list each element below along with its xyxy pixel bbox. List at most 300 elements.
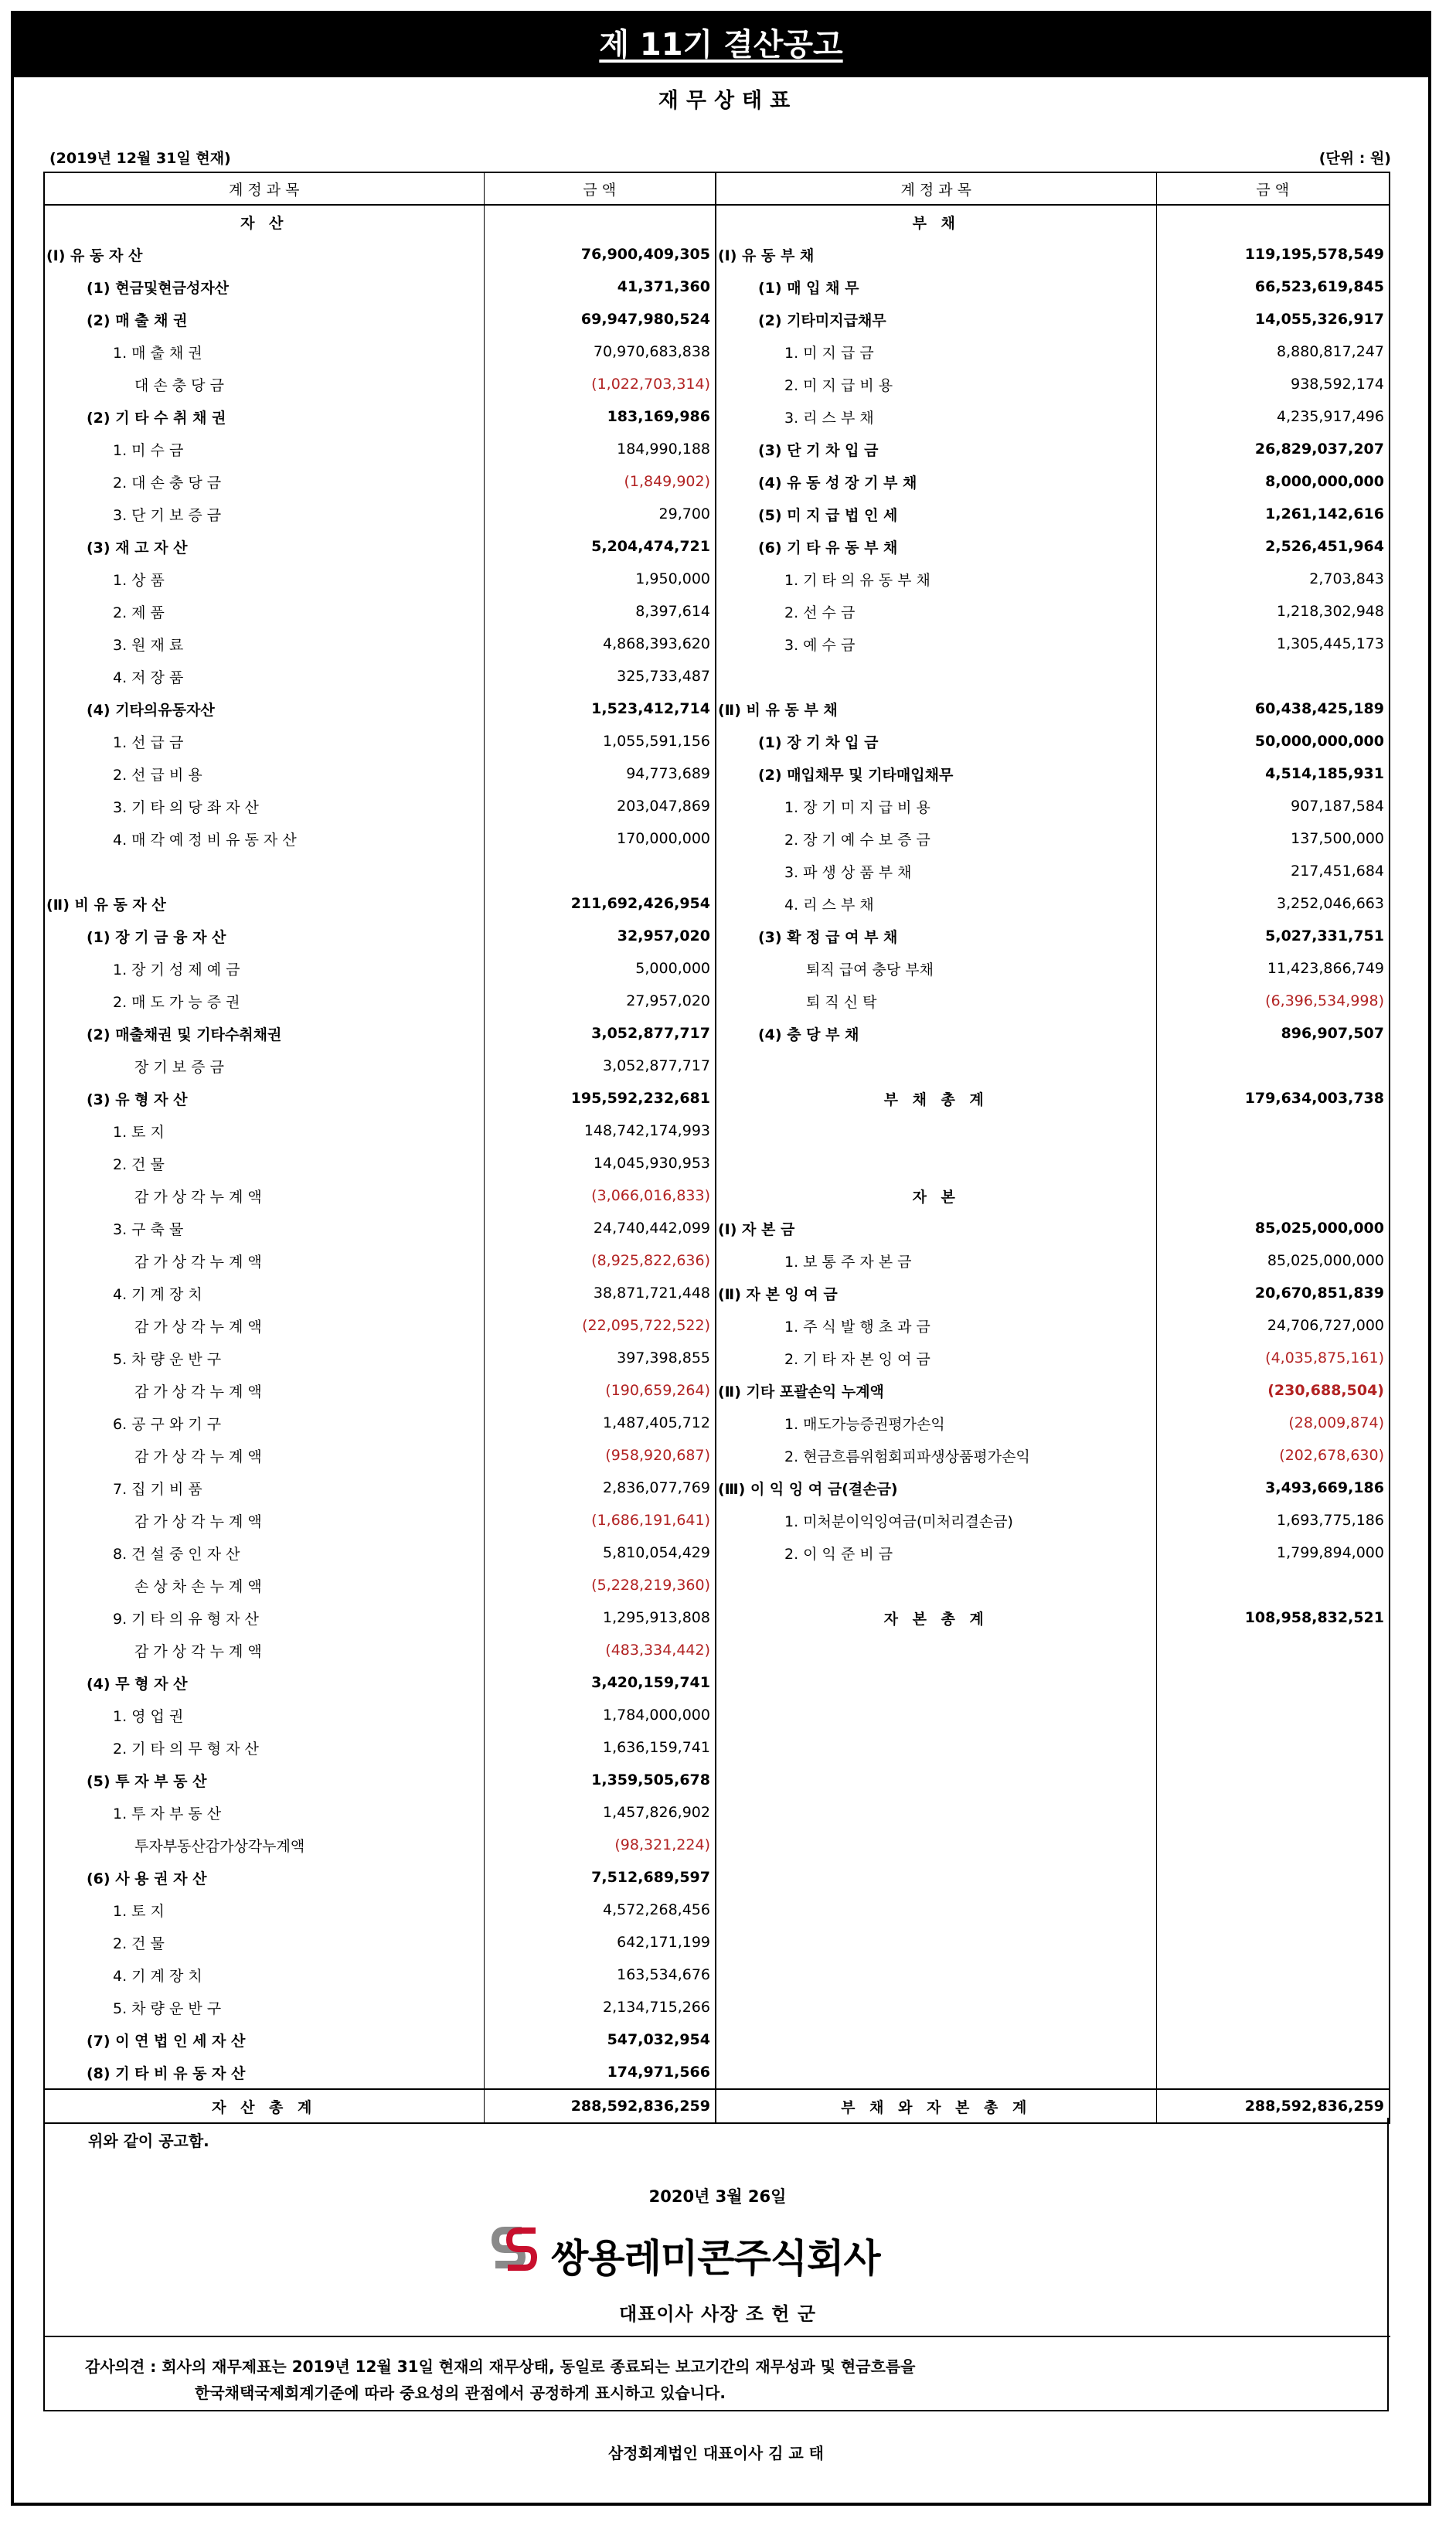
account-cell: 투자부동산감가상각누계액	[44, 1829, 484, 1861]
account-cell: 부 채 총 계	[716, 1082, 1156, 1115]
account-cell	[716, 1569, 1156, 1601]
amount-cell: 163,534,676	[484, 1959, 716, 1991]
account-cell: 1. 장 기 성 제 예 금	[44, 952, 484, 985]
amount-cell: 1,359,505,678	[484, 1764, 716, 1796]
total-label: 자 산 총 계	[44, 2089, 484, 2123]
table-row	[44, 920, 1390, 952]
amount-cell	[1156, 1179, 1390, 1212]
amount-cell: 1,487,405,712	[484, 1407, 716, 1439]
account-cell: (5) 미 지 급 법 인 세	[716, 498, 1156, 530]
table-row	[44, 952, 1390, 985]
table-row	[44, 1569, 1390, 1601]
auditor-signature: 삼정회계법인 대표이사 김 교 태	[607, 2444, 824, 2462]
account-cell: 4. 기 계 장 치	[44, 1277, 484, 1309]
table-row	[44, 790, 1390, 822]
account-cell: 3. 원 재 료	[44, 628, 484, 660]
amount-cell	[1156, 1926, 1390, 1959]
amount-cell: 108,958,832,521	[1156, 1601, 1390, 1634]
amount-cell	[1156, 1050, 1390, 1082]
amount-cell: (6,396,534,998)	[1156, 985, 1390, 1017]
table-row	[44, 303, 1390, 335]
amount-cell: (1,849,902)	[484, 465, 716, 498]
table-row	[44, 1634, 1390, 1666]
table-row	[44, 1212, 1390, 1244]
account-cell: (5) 투 자 부 동 산	[44, 1764, 484, 1796]
amount-cell	[484, 855, 716, 887]
table-row	[44, 433, 1390, 465]
amount-cell: 137,500,000	[1156, 822, 1390, 855]
table-body	[44, 205, 1390, 2123]
amount-cell: (958,920,687)	[484, 1439, 716, 1472]
amount-cell: 24,740,442,099	[484, 1212, 716, 1244]
account-cell: (1) 현금및현금성자산	[44, 271, 484, 303]
table-row	[44, 1537, 1390, 1569]
account-cell: 자 산	[44, 205, 484, 238]
amount-cell: 4,572,268,456	[484, 1894, 716, 1926]
account-cell: (3) 재 고 자 산	[44, 530, 484, 563]
account-cell: (2) 기 타 수 취 채 권	[44, 400, 484, 433]
account-cell: (2) 매 출 채 권	[44, 303, 484, 335]
table-row	[44, 1504, 1390, 1537]
amount-cell: 14,055,326,917	[1156, 303, 1390, 335]
amount-cell: 41,371,360	[484, 271, 716, 303]
table-row	[44, 628, 1390, 660]
account-cell: 1. 매도가능증권평가손익	[716, 1407, 1156, 1439]
amount-cell	[1156, 1829, 1390, 1861]
amount-cell: 174,971,566	[484, 2056, 716, 2089]
audit-opinion	[45, 2336, 1390, 2411]
amount-cell: (230,688,504)	[1156, 1374, 1390, 1407]
account-cell: 감 가 상 각 누 계 액	[44, 1179, 484, 1212]
amount-cell: 8,000,000,000	[1156, 465, 1390, 498]
table-row	[44, 563, 1390, 595]
account-cell	[716, 1050, 1156, 1082]
account-cell: 대 손 충 당 금	[44, 368, 484, 400]
amount-cell: 70,970,683,838	[484, 335, 716, 368]
account-cell: 9. 기 타 의 유 형 자 산	[44, 1601, 484, 1634]
table-row	[44, 595, 1390, 628]
amount-cell: 1,636,159,741	[484, 1731, 716, 1764]
amount-cell: 8,880,817,247	[1156, 335, 1390, 368]
amount-cell: 195,592,232,681	[484, 1082, 716, 1115]
table-header-row	[44, 172, 1390, 205]
account-cell: 3. 기 타 의 당 좌 자 산	[44, 790, 484, 822]
account-cell: 1. 투 자 부 동 산	[44, 1796, 484, 1829]
account-cell: 3. 구 축 물	[44, 1212, 484, 1244]
account-cell	[716, 1796, 1156, 1829]
account-cell: (7) 이 연 법 인 세 자 산	[44, 2023, 484, 2056]
notice-footer	[43, 2118, 1389, 2411]
account-cell	[716, 1634, 1156, 1666]
account-cell: (3) 확 정 급 여 부 채	[716, 920, 1156, 952]
account-cell: 1. 선 급 금	[44, 725, 484, 757]
account-cell: 2. 대 손 충 당 금	[44, 465, 484, 498]
account-cell: (Ⅰ) 유 동 자 산	[44, 238, 484, 271]
amount-cell	[1156, 1894, 1390, 1926]
table-row	[44, 1017, 1390, 1050]
account-cell: 2. 제 품	[44, 595, 484, 628]
account-cell: (Ⅱ) 비 유 동 부 채	[716, 693, 1156, 725]
table-row	[44, 238, 1390, 271]
amount-cell: 1,457,826,902	[484, 1796, 716, 1829]
publication-date: 2020년 3월 26일	[648, 2187, 787, 2206]
account-cell: 1. 보 통 주 자 본 금	[716, 1244, 1156, 1277]
table-row	[44, 465, 1390, 498]
amount-cell	[1156, 660, 1390, 693]
amount-cell: 642,171,199	[484, 1926, 716, 1959]
account-cell: (Ⅱ) 자 본 잉 여 금	[716, 1277, 1156, 1309]
amount-cell: (483,334,442)	[484, 1634, 716, 1666]
amount-cell: 1,523,412,714	[484, 693, 716, 725]
amount-cell: 1,295,913,808	[484, 1601, 716, 1634]
amount-cell: 32,957,020	[484, 920, 716, 952]
account-cell: (4) 무 형 자 산	[44, 1666, 484, 1699]
account-cell	[716, 2056, 1156, 2089]
amount-cell	[1156, 1634, 1390, 1666]
table-row	[44, 822, 1390, 855]
as-of-date: (2019년 12월 31일 현재)	[49, 150, 231, 167]
amount-cell: 1,261,142,616	[1156, 498, 1390, 530]
account-cell	[716, 1829, 1156, 1861]
table-row	[44, 1829, 1390, 1861]
amount-cell: 119,195,578,549	[1156, 238, 1390, 271]
amount-cell: (190,659,264)	[484, 1374, 716, 1407]
amount-cell: (8,925,822,636)	[484, 1244, 716, 1277]
account-cell: 부 채	[716, 205, 1156, 238]
table-row	[44, 1666, 1390, 1699]
amount-cell: (28,009,874)	[1156, 1407, 1390, 1439]
table-row	[44, 1959, 1390, 1991]
table-row	[44, 1342, 1390, 1374]
amount-cell: 94,773,689	[484, 757, 716, 790]
account-cell: 자 본 총 계	[716, 1601, 1156, 1634]
amount-cell	[1156, 2056, 1390, 2089]
table-row	[44, 1699, 1390, 1731]
account-cell: (1) 매 입 채 무	[716, 271, 1156, 303]
account-cell	[716, 1894, 1156, 1926]
amount-cell: 1,693,775,186	[1156, 1504, 1390, 1537]
account-cell: (1) 장 기 금 융 자 산	[44, 920, 484, 952]
account-cell: 감 가 상 각 누 계 액	[44, 1309, 484, 1342]
account-cell: 3. 단 기 보 증 금	[44, 498, 484, 530]
account-cell	[716, 1861, 1156, 1894]
account-cell: 감 가 상 각 누 계 액	[44, 1439, 484, 1472]
audit-opinion-line2: 한국채택국제회계기준에 따라 중요성의 관점에서 공정하게 표시하고 있습니다.	[195, 2384, 726, 2402]
amount-cell: (4,035,875,161)	[1156, 1342, 1390, 1374]
amount-cell: 938,592,174	[1156, 368, 1390, 400]
table-row	[44, 368, 1390, 400]
account-cell: (Ⅰ) 유 동 부 채	[716, 238, 1156, 271]
amount-cell	[1156, 1959, 1390, 1991]
amount-cell: 2,836,077,769	[484, 1472, 716, 1504]
account-cell	[716, 1991, 1156, 2023]
account-cell: (6) 사 용 권 자 산	[44, 1861, 484, 1894]
account-cell: 3. 리 스 부 채	[716, 400, 1156, 433]
amount-cell: 5,810,054,429	[484, 1537, 716, 1569]
account-cell: 2. 건 물	[44, 1147, 484, 1179]
amount-cell: 4,514,185,931	[1156, 757, 1390, 790]
table-row	[44, 1244, 1390, 1277]
account-cell	[716, 1764, 1156, 1796]
amount-cell: 217,451,684	[1156, 855, 1390, 887]
account-cell: 7. 집 기 비 품	[44, 1472, 484, 1504]
amount-cell: 27,957,020	[484, 985, 716, 1017]
account-cell: 4. 저 장 품	[44, 660, 484, 693]
amount-cell	[1156, 1699, 1390, 1731]
amount-cell: 76,900,409,305	[484, 238, 716, 271]
amount-cell: 907,187,584	[1156, 790, 1390, 822]
table-row	[44, 887, 1390, 920]
table-row	[44, 2023, 1390, 2056]
account-header-left: 계 정 과 목	[44, 172, 484, 205]
amount-cell: 170,000,000	[484, 822, 716, 855]
amount-cell: 4,868,393,620	[484, 628, 716, 660]
account-cell: (4) 기타의유동자산	[44, 693, 484, 725]
table-row	[44, 985, 1390, 1017]
amount-cell: 7,512,689,597	[484, 1861, 716, 1894]
table-row	[44, 660, 1390, 693]
account-cell: (4) 충 당 부 채	[716, 1017, 1156, 1050]
account-cell	[716, 1115, 1156, 1147]
table-row	[44, 1991, 1390, 2023]
account-cell	[716, 1147, 1156, 1179]
amount-cell: 1,218,302,948	[1156, 595, 1390, 628]
amount-cell	[1156, 1731, 1390, 1764]
account-cell: 4. 매 각 예 정 비 유 동 자 산	[44, 822, 484, 855]
account-cell: 2. 기 타 자 본 잉 여 금	[716, 1342, 1156, 1374]
amount-cell: (1,022,703,314)	[484, 368, 716, 400]
table-row	[44, 1601, 1390, 1634]
account-cell: 2. 미 지 급 비 용	[716, 368, 1156, 400]
amount-cell	[1156, 1796, 1390, 1829]
company-logo	[491, 2226, 954, 2281]
account-cell: 2. 선 수 금	[716, 595, 1156, 628]
account-cell: 감 가 상 각 누 계 액	[44, 1244, 484, 1277]
amount-cell: 4,235,917,496	[1156, 400, 1390, 433]
amount-cell: 5,027,331,751	[1156, 920, 1390, 952]
amount-cell: 325,733,487	[484, 660, 716, 693]
account-cell	[44, 855, 484, 887]
amount-cell: 3,420,159,741	[484, 1666, 716, 1699]
account-cell: 감 가 상 각 누 계 액	[44, 1504, 484, 1537]
amount-cell: 24,706,727,000	[1156, 1309, 1390, 1342]
account-cell: 1. 상 품	[44, 563, 484, 595]
account-cell: 4. 리 스 부 채	[716, 887, 1156, 920]
table-row	[44, 1407, 1390, 1439]
amount-cell: (3,066,016,833)	[484, 1179, 716, 1212]
amount-cell	[1156, 205, 1390, 238]
account-cell: 감 가 상 각 누 계 액	[44, 1634, 484, 1666]
table-row	[44, 855, 1390, 887]
amount-cell: 26,829,037,207	[1156, 433, 1390, 465]
table-row	[44, 693, 1390, 725]
total-amount: 288,592,836,259	[484, 2089, 716, 2123]
table-row	[44, 1926, 1390, 1959]
unit-label: (단위 : 원)	[1318, 150, 1391, 167]
amount-cell: 183,169,986	[484, 400, 716, 433]
table-row	[44, 1731, 1390, 1764]
account-cell: 5. 차 량 운 반 구	[44, 1991, 484, 2023]
account-cell: 2. 이 익 준 비 금	[716, 1537, 1156, 1569]
amount-cell: 184,990,188	[484, 433, 716, 465]
amount-header-left: 금 액	[484, 172, 716, 205]
amount-cell: 1,799,894,000	[1156, 1537, 1390, 1569]
account-cell: 자 본	[716, 1179, 1156, 1212]
amount-cell: 29,700	[484, 498, 716, 530]
account-cell: (1) 장 기 차 입 금	[716, 725, 1156, 757]
notice-text: 위와 같이 공고함.	[88, 2132, 209, 2150]
table-row	[44, 1115, 1390, 1147]
account-cell: 2. 매 도 가 능 증 권	[44, 985, 484, 1017]
amount-cell: 3,052,877,717	[484, 1017, 716, 1050]
account-cell	[716, 1959, 1156, 1991]
table-row	[44, 1147, 1390, 1179]
account-cell: 2. 선 급 비 용	[44, 757, 484, 790]
account-cell: 2. 현금흐름위험회피파생상품평가손익	[716, 1439, 1156, 1472]
account-cell	[716, 1926, 1156, 1959]
amount-cell: 3,252,046,663	[1156, 887, 1390, 920]
ceo-signature: 대표이사 사장 조 헌 군	[618, 2303, 817, 2325]
table-row	[44, 1050, 1390, 1082]
amount-cell	[484, 205, 716, 238]
table-row	[44, 1861, 1390, 1894]
account-cell: 장 기 보 증 금	[44, 1050, 484, 1082]
account-cell: 감 가 상 각 누 계 액	[44, 1374, 484, 1407]
amount-cell: 38,871,721,448	[484, 1277, 716, 1309]
amount-cell: (22,095,722,522)	[484, 1309, 716, 1342]
amount-cell: 148,742,174,993	[484, 1115, 716, 1147]
account-cell: 2. 기 타 의 무 형 자 산	[44, 1731, 484, 1764]
account-cell: 4. 기 계 장 치	[44, 1959, 484, 1991]
amount-cell	[1156, 1666, 1390, 1699]
amount-cell: 1,305,445,173	[1156, 628, 1390, 660]
company-logo-icon	[491, 2226, 540, 2272]
account-cell: 1. 기 타 의 유 동 부 채	[716, 563, 1156, 595]
account-cell: (3) 단 기 차 입 금	[716, 433, 1156, 465]
amount-cell: 203,047,869	[484, 790, 716, 822]
company-name: 쌍용레미콘주식회사	[551, 2236, 880, 2281]
amount-cell: (5,228,219,360)	[484, 1569, 716, 1601]
account-cell: (6) 기 타 유 동 부 채	[716, 530, 1156, 563]
amount-cell: 1,950,000	[484, 563, 716, 595]
amount-cell: 85,025,000,000	[1156, 1244, 1390, 1277]
amount-cell: 1,784,000,000	[484, 1699, 716, 1731]
table-row	[44, 1277, 1390, 1309]
table-row	[44, 1179, 1390, 1212]
account-cell: (4) 유 동 성 장 기 부 채	[716, 465, 1156, 498]
amount-cell: 66,523,619,845	[1156, 271, 1390, 303]
balance-sheet-table	[43, 172, 1390, 2124]
account-cell: 퇴직 급여 충당 부채	[716, 952, 1156, 985]
account-cell	[716, 1699, 1156, 1731]
amount-cell: 5,204,474,721	[484, 530, 716, 563]
account-cell: 1. 매 출 채 권	[44, 335, 484, 368]
account-cell: (2) 기타미지급채무	[716, 303, 1156, 335]
account-cell: 5. 차 량 운 반 구	[44, 1342, 484, 1374]
account-cell: (Ⅲ) 이 익 잉 여 금(결손금)	[716, 1472, 1156, 1504]
amount-cell	[1156, 1147, 1390, 1179]
amount-cell: 397,398,855	[484, 1342, 716, 1374]
amount-cell: (202,678,630)	[1156, 1439, 1390, 1472]
table-row	[44, 1439, 1390, 1472]
table-row	[44, 1082, 1390, 1115]
account-cell	[716, 2023, 1156, 2056]
account-cell: (3) 유 형 자 산	[44, 1082, 484, 1115]
account-cell: 3. 예 수 금	[716, 628, 1156, 660]
account-cell: (2) 매출채권 및 기타수취채권	[44, 1017, 484, 1050]
table-row	[44, 1764, 1390, 1796]
amount-cell: 1,055,591,156	[484, 725, 716, 757]
amount-cell	[1156, 1991, 1390, 2023]
amount-cell: 50,000,000,000	[1156, 725, 1390, 757]
amount-cell: 85,025,000,000	[1156, 1212, 1390, 1244]
table-row	[44, 1374, 1390, 1407]
amount-cell: 211,692,426,954	[484, 887, 716, 920]
statement-title: 재무상태표	[658, 89, 798, 113]
account-cell: 6. 공 구 와 기 구	[44, 1407, 484, 1439]
account-cell: 퇴 직 신 탁	[716, 985, 1156, 1017]
amount-cell: 11,423,866,749	[1156, 952, 1390, 985]
amount-cell: 2,134,715,266	[484, 1991, 716, 2023]
account-cell: 1. 미 지 급 금	[716, 335, 1156, 368]
amount-cell	[1156, 1861, 1390, 1894]
audit-opinion-line1: 감사의견 : 회사의 재무제표는 2019년 12월 31일 현재의 재무상태, 동일로 종료되는 보고기간의 재무성과 및 현금흐름을	[85, 2357, 916, 2376]
amount-cell: 2,526,451,964	[1156, 530, 1390, 563]
account-cell: (2) 매입채무 및 기타매입채무	[716, 757, 1156, 790]
page-title: 제 11기 결산공고	[599, 27, 843, 63]
amount-cell: 14,045,930,953	[484, 1147, 716, 1179]
table-row	[44, 205, 1390, 238]
account-header-right: 계 정 과 목	[716, 172, 1156, 205]
account-cell: (8) 기 타 비 유 동 자 산	[44, 2056, 484, 2089]
table-row	[44, 2056, 1390, 2089]
table-row	[44, 1894, 1390, 1926]
amount-cell	[1156, 1569, 1390, 1601]
account-cell: 8. 건 설 중 인 자 산	[44, 1537, 484, 1569]
amount-cell: 20,670,851,839	[1156, 1277, 1390, 1309]
table-row	[44, 1472, 1390, 1504]
table-row	[44, 1796, 1390, 1829]
account-cell: 1. 영 업 권	[44, 1699, 484, 1731]
amount-cell: 69,947,980,524	[484, 303, 716, 335]
amount-cell: 179,634,003,738	[1156, 1082, 1390, 1115]
amount-cell: (98,321,224)	[484, 1829, 716, 1861]
table-row	[44, 335, 1390, 368]
amount-cell: (1,686,191,641)	[484, 1504, 716, 1537]
account-cell: 1. 장 기 미 지 급 비 용	[716, 790, 1156, 822]
amount-cell	[1156, 2023, 1390, 2056]
account-cell: 1. 토 지	[44, 1894, 484, 1926]
amount-cell: 3,052,877,717	[484, 1050, 716, 1082]
account-cell: (Ⅰ) 자 본 금	[716, 1212, 1156, 1244]
account-cell	[716, 1666, 1156, 1699]
account-cell: 1. 미처분이익잉여금(미처리결손금)	[716, 1504, 1156, 1537]
account-cell: 1. 토 지	[44, 1115, 484, 1147]
table-row	[44, 725, 1390, 757]
amount-cell: 8,397,614	[484, 595, 716, 628]
table-row	[44, 498, 1390, 530]
amount-cell: 3,493,669,186	[1156, 1472, 1390, 1504]
account-cell: 1. 주 식 발 행 초 과 금	[716, 1309, 1156, 1342]
amount-cell: 60,438,425,189	[1156, 693, 1390, 725]
account-cell: 3. 파 생 상 품 부 채	[716, 855, 1156, 887]
account-cell: 손 상 차 손 누 계 액	[44, 1569, 484, 1601]
table-row	[44, 271, 1390, 303]
amount-cell: 2,703,843	[1156, 563, 1390, 595]
account-cell: 2. 건 물	[44, 1926, 484, 1959]
total-label: 부 채 와 자 본 총 계	[716, 2089, 1156, 2123]
table-row	[44, 1309, 1390, 1342]
